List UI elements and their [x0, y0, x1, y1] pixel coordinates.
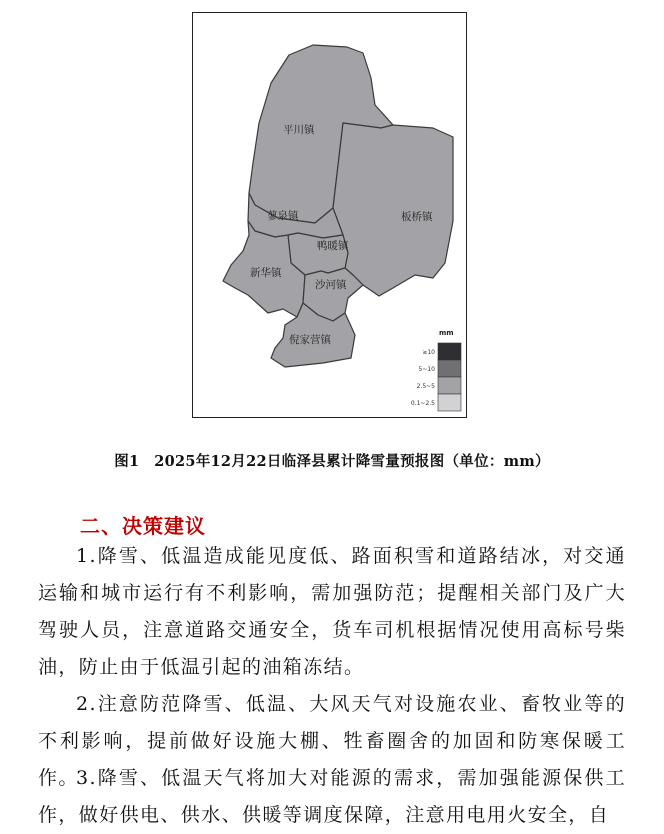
recommendation-paragraph-1: 1.降雪、低温造成能见度低、路面积雪和道路结冰，对交通运输和城市运行有不利影响，需加强防范；提醒相关部门及广大驾驶人员，注意道路交通安全，货车司机根据情况使用高标号柴油，防止由于低温引起的油箱冻结。 [38, 545, 626, 678]
legend-label-1: 5~10 [418, 366, 435, 373]
snowfall-forecast-map [192, 12, 467, 418]
region-banqiao [333, 123, 453, 296]
legend-swatch-2 [438, 377, 461, 394]
legend-swatch-3 [438, 394, 461, 411]
legend-swatch-1 [438, 360, 461, 377]
section-title: 二、决策建议 [80, 514, 206, 538]
figure-caption: 图1 2025年12月22日临泽县累计降雪量预报图（单位：mm） [114, 453, 550, 470]
town-label-yanuan: 鸭暖镇 [317, 240, 349, 252]
town-label-nijiaying: 倪家营镇 [289, 334, 331, 346]
town-label-banqiao: 板桥镇 [401, 211, 433, 223]
town-label-xinhua: 新华镇 [250, 267, 282, 279]
legend-label-3: 0.1~2.5 [410, 400, 435, 407]
town-label-shahe: 沙河镇 [315, 279, 347, 291]
map-legend [411, 329, 461, 411]
legend-swatch-0 [438, 343, 461, 360]
map-svg [193, 13, 468, 419]
legend-label-0: ≥10 [422, 349, 435, 356]
recommendation-paragraph-2: 2.注意防范降雪、低温、大风天气对设施农业、畜牧业等的不利影响，提前做好设施大棚、牲畜圈舍的加固和防寒保暖工作。 [38, 693, 626, 789]
recommendation-paragraph-3: 3.降雪、低温天气将加大对能源的需求，需加强能源保供工作，做好供电、供水、供暖等调度保障，注意用电用火安全，自 [38, 767, 626, 826]
legend-unit: mm [439, 329, 454, 337]
legend-label-2: 2.5~5 [416, 383, 435, 390]
town-label-liaoquan: 蓼泉镇 [267, 210, 299, 222]
town-label-pingchuan: 平川镇 [283, 124, 315, 136]
